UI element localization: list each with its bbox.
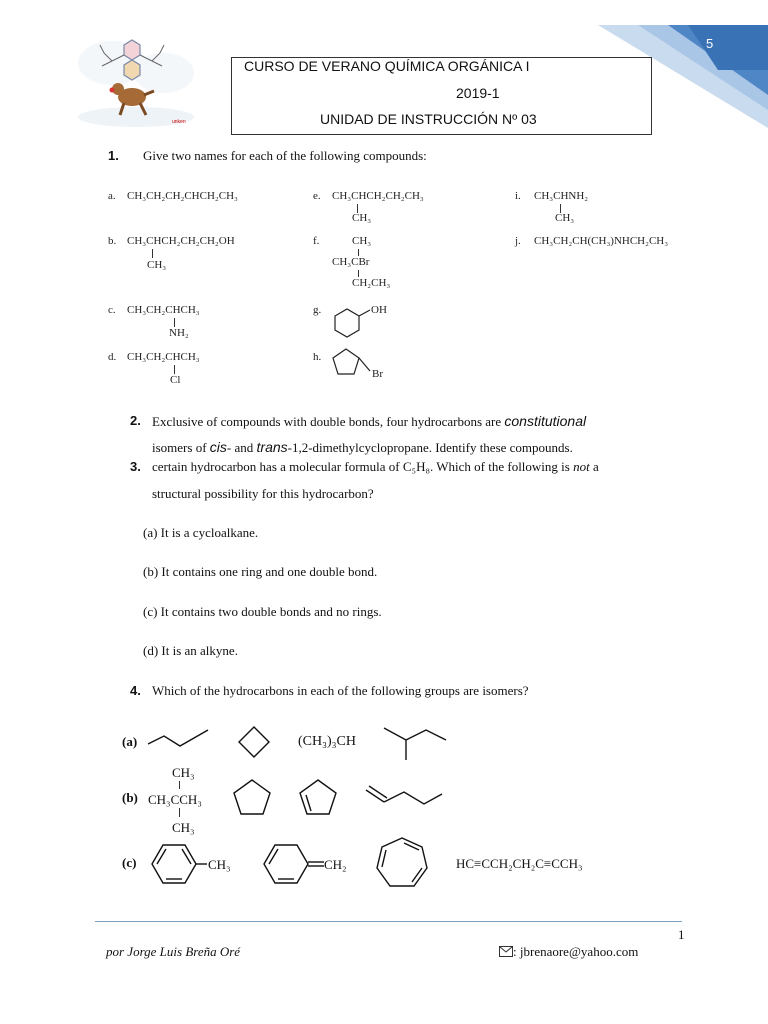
footer-email[interactable]: jbrenaore@yahoo.com: [519, 944, 639, 959]
q4-row-b-bond-top: [179, 781, 180, 789]
compound-i-formula: CH₃CHNH₂: [534, 190, 589, 202]
cyclobutane-ring-icon: [236, 724, 272, 760]
q3-option-b: (b) It contains one ring and one double bond.: [143, 564, 378, 579]
compound-a-formula: CH₃CH₂CH₂CHCH₂CH₃: [127, 190, 238, 202]
q3-line1: [152, 459, 599, 475]
compound-i-sub: CH₃: [555, 212, 575, 224]
compound-f-mid: CH₃CBr: [332, 256, 370, 268]
course-title: CURSO DE VERANO QUÍMICA ORGÁNICA I: [244, 58, 530, 74]
compound-j-formula: CH₃CH₂CH(CH₃)NHCH₂CH₃: [534, 235, 669, 247]
q4-row-b-mid: CH₃CCH₃: [148, 792, 202, 807]
logo: [72, 33, 200, 128]
q2-line2: [152, 439, 573, 456]
compound-d-bond: [174, 365, 175, 374]
compound-g-label: g.: [313, 304, 322, 316]
q3-line1-a: certain hydrocarbon has a molecular formula of C₅H₈. Which of the following is: [152, 459, 570, 474]
q4-number: 4.: [130, 683, 141, 698]
footer-divider: [95, 921, 682, 922]
q3-option-d: (d) It is an alkyne.: [143, 643, 238, 658]
pentene-skeletal-icon: [362, 782, 446, 812]
logo-caption: unken: [172, 119, 186, 125]
q4-row-c-methyl: CH₃: [208, 857, 231, 872]
compound-b-sub: CH₃: [147, 259, 167, 271]
q2-line1: [152, 413, 686, 430]
toluene-ring-icon: [146, 840, 208, 890]
q4-row-b-bond-bottom: [179, 808, 180, 817]
compound-b-formula: CH₃CHCH₂CH₂CH₂OH: [127, 235, 235, 247]
footer-page-number: 1: [678, 927, 685, 942]
compound-d-sub: Cl: [170, 374, 181, 386]
q3-not: not: [573, 459, 590, 474]
q4-row-a-label: (a): [122, 734, 138, 749]
compound-f-bottom: CH₂CH₃: [352, 277, 391, 289]
q4-row-b-bottom: CH₃: [172, 820, 195, 835]
cyclopentane-ring-icon: [230, 776, 274, 820]
compound-a-label: a.: [108, 190, 116, 202]
cyclopentene-ring-icon: [296, 776, 340, 820]
q1-number: 1.: [108, 148, 119, 163]
q2-number: 2.: [130, 413, 141, 428]
butane-skeletal-icon: [146, 722, 212, 752]
q3-option-a: (a) It is a cycloalkane.: [143, 525, 259, 540]
compound-j-label: j.: [515, 235, 521, 247]
compound-g-group: OH: [371, 304, 387, 316]
q2-constitutional: constitutional: [504, 413, 587, 429]
reindeer-molecule-logo-icon: [72, 33, 200, 128]
q3-number: 3.: [130, 459, 141, 474]
q3-line2: structural possibility for this hydrocarbon?: [152, 486, 374, 501]
q4-row-b-label: (b): [122, 790, 138, 805]
envelope-icon: [499, 946, 513, 957]
q2-cis: cis: [209, 439, 227, 455]
compound-f-top: CH₃: [352, 235, 372, 247]
compound-e-formula: CH₃CHCH₂CH₂CH₃: [332, 190, 424, 202]
q4-text: Which of the hydrocarbons in each of the following groups are isomers?: [152, 683, 529, 698]
compound-f-label: f.: [313, 235, 320, 247]
compound-c-bond: [174, 318, 175, 327]
compound-i-label: i.: [515, 190, 521, 202]
compound-d-formula: CH₃CH₂CHCH₃: [127, 351, 200, 363]
compound-f-bond-bottom: [358, 270, 359, 277]
q4-row-c-methylene: CH₂: [324, 857, 347, 872]
compound-c-formula: CH₃CH₂CHCH₃: [127, 304, 200, 316]
cycloheptatriene-ring-icon: [372, 834, 432, 892]
isobutane-skeletal-icon: [380, 720, 450, 764]
compound-c-label: c.: [108, 304, 116, 316]
q4-row-b-top: CH₃: [172, 765, 195, 780]
footer-email-block: [499, 944, 638, 960]
compound-e-sub: CH₃: [352, 212, 372, 224]
footer-author: por Jorge Luis Breña Oré: [106, 944, 241, 959]
course-period: 2019-1: [456, 85, 500, 101]
q2-line2-c: -1,2-dimethylcyclopropane. Identify these compounds.: [287, 440, 573, 455]
q4-row-c-label: (c): [122, 855, 137, 870]
unit-title: UNIDAD DE INSTRUCCIÓN Nº 03: [320, 111, 537, 127]
q2-line2-b: - and: [226, 440, 254, 455]
q3-option-c: (c) It contains two double bonds and no rings.: [143, 604, 382, 619]
compound-h-label: h.: [313, 351, 322, 363]
q2-line1-text: Exclusive of compounds with double bonds, four hydrocarbons are: [152, 414, 502, 429]
q2-trans: trans: [256, 439, 288, 455]
compound-e-label: e.: [313, 190, 321, 202]
page-number-badge: 5: [706, 36, 714, 51]
q4-row-c-formula: HC≡CCH₂CH₂C≡CCH₃: [456, 856, 583, 871]
compound-d-label: d.: [108, 351, 117, 363]
compound-c-sub: NH₂: [169, 327, 189, 339]
compound-f-bond-top: [358, 249, 359, 256]
compound-b-bond: [152, 249, 153, 258]
q3-line1-b: a: [592, 459, 599, 474]
footer-email-prefix: :: [513, 944, 517, 959]
compound-b-label: b.: [108, 235, 117, 247]
q4-row-a-formula: (CH₃)₃CH: [298, 734, 356, 749]
q1-text: Give two names for each of the following compounds:: [143, 148, 427, 163]
compound-h-group: Br: [372, 368, 383, 380]
methylenecyclohexadiene-ring-icon: [258, 840, 326, 890]
q2-line2-a: isomers of: [152, 440, 207, 455]
